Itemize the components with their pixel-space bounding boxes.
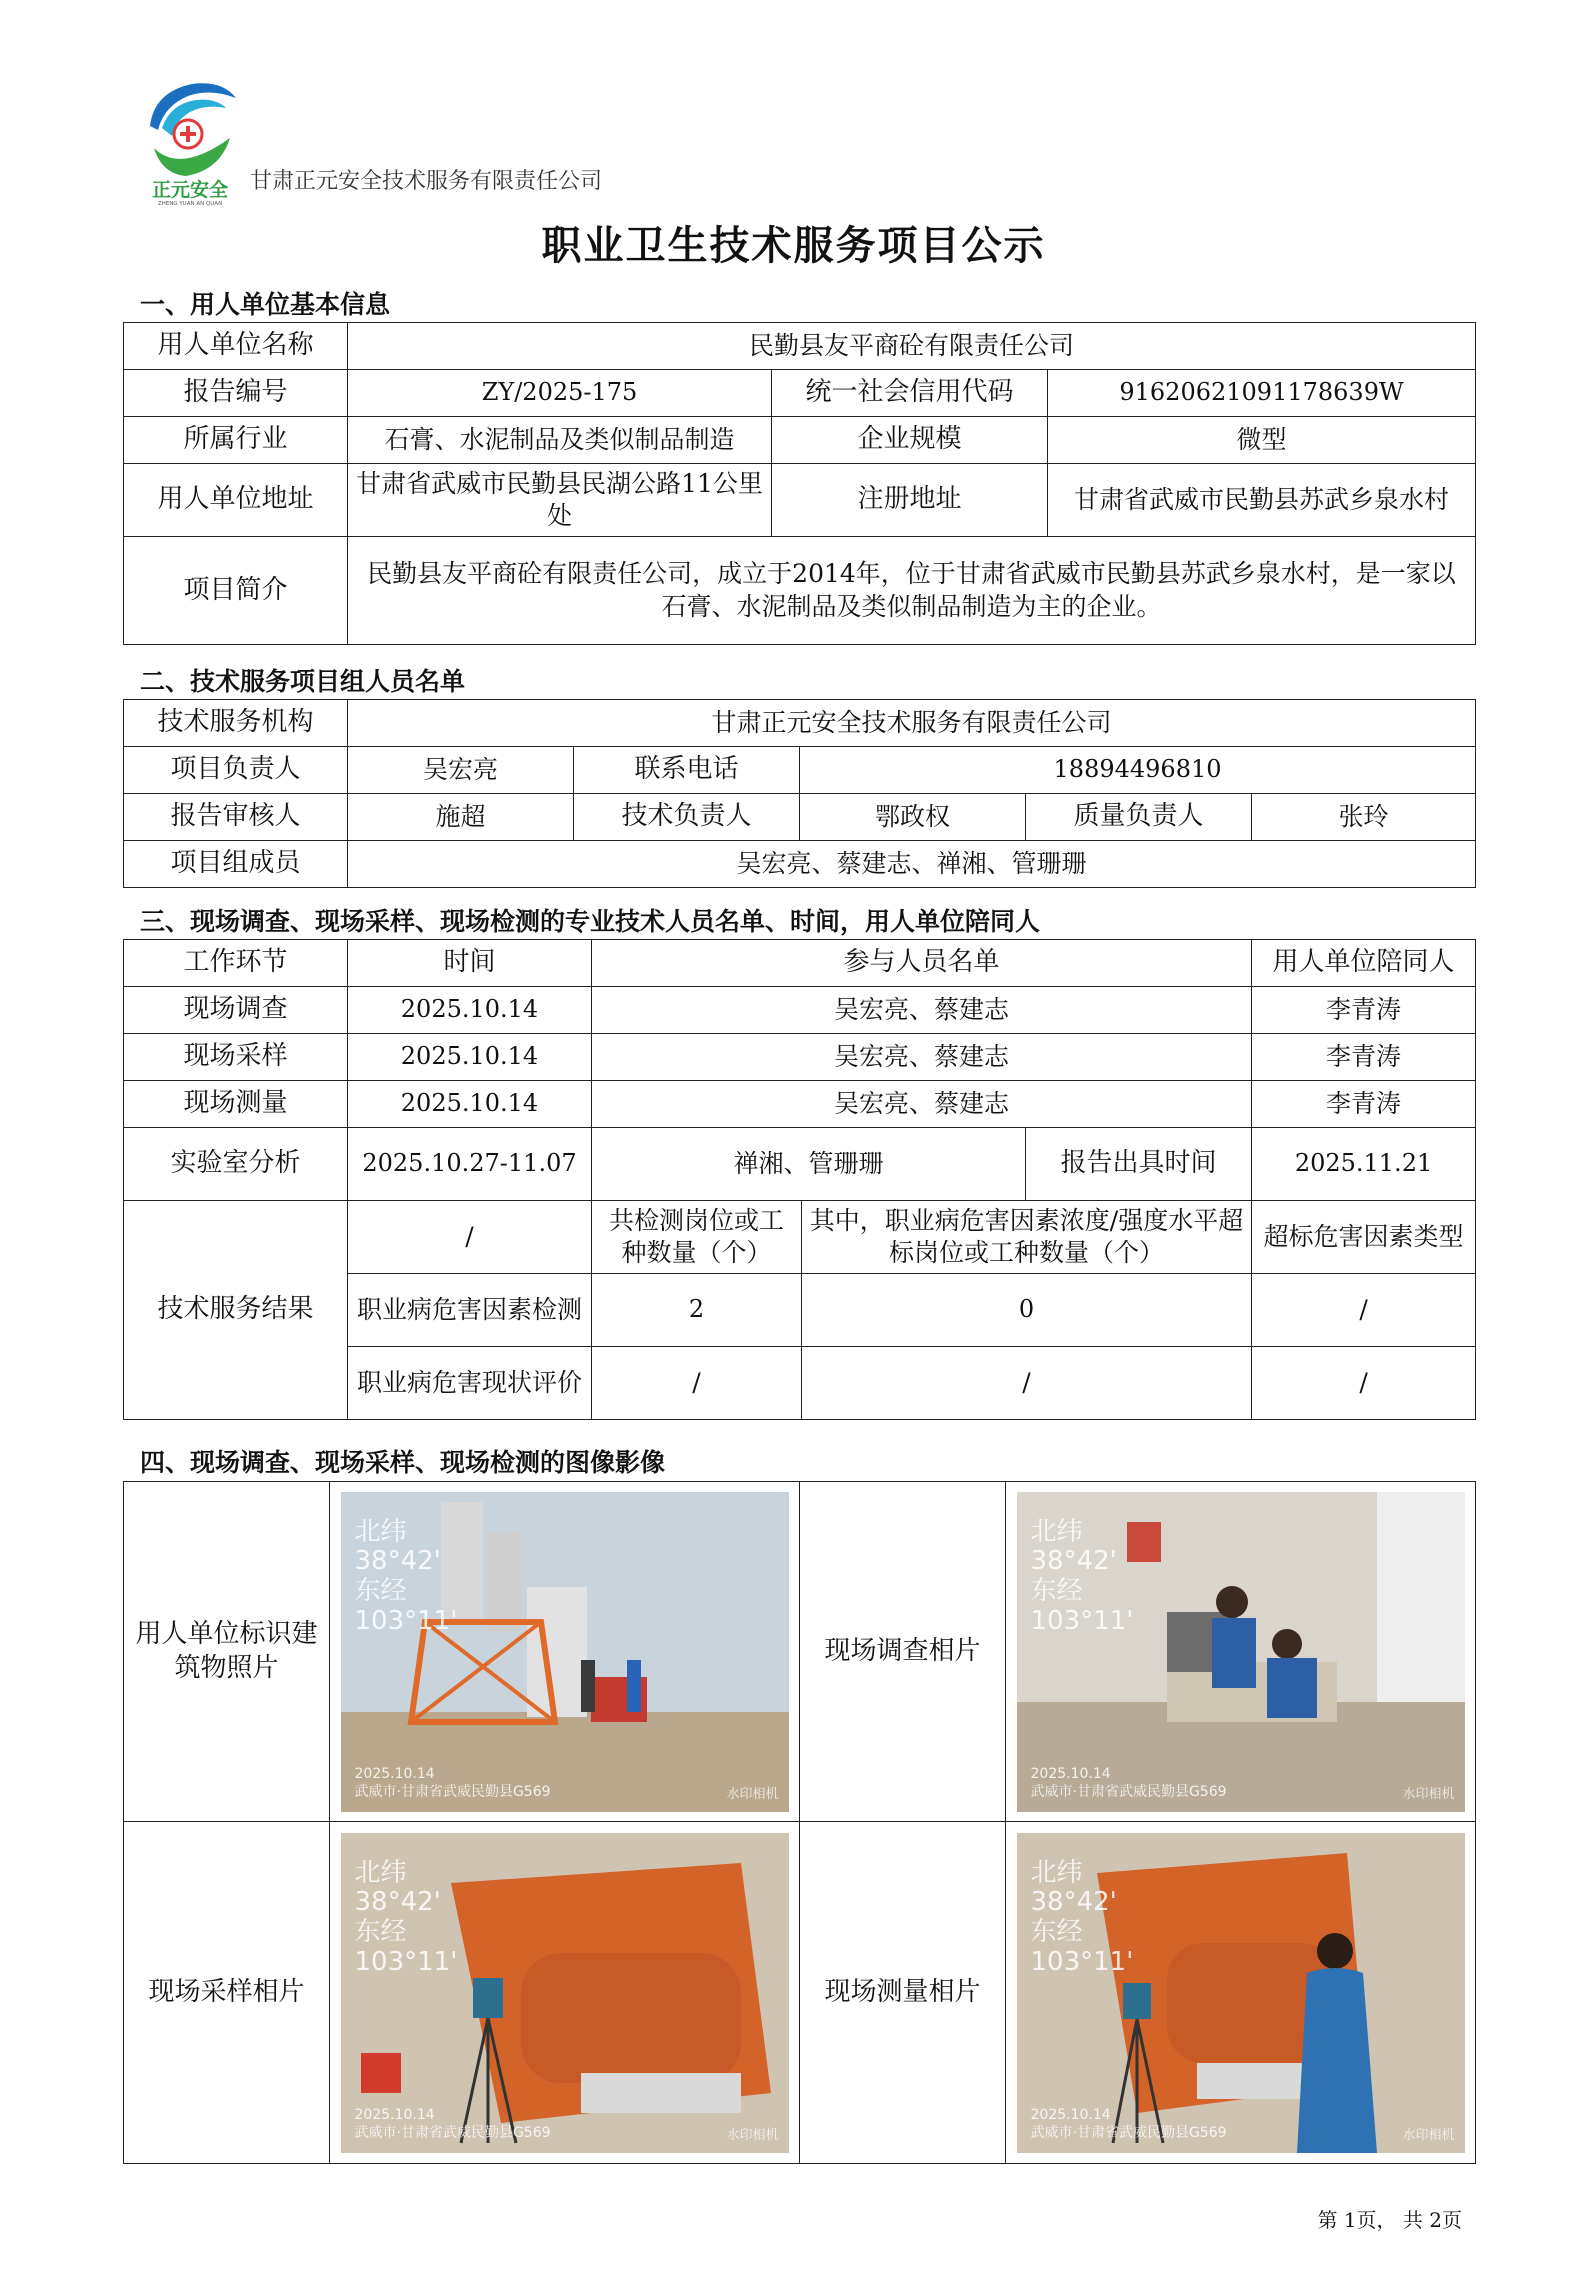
lat-label: 北纬 (1030, 1857, 1083, 1888)
photo-table (123, 1481, 1476, 2164)
watermark: 水印相机 (1402, 2127, 1455, 2143)
result-type: / (1252, 1274, 1476, 1347)
scale-label: 企业规模 (772, 417, 1048, 464)
lon-value: 103°11' (354, 1947, 458, 1978)
industry-label: 所属行业 (124, 417, 348, 464)
lon-value: 103°11' (1030, 1947, 1134, 1978)
lat-label: 北纬 (354, 1516, 407, 1547)
project-intro: 民勤县友平商砼有限责任公司，成立于2014年，位于甘肃省武威市民勤县苏武乡泉水村，是一家以石膏、水泥制品及类似制品制造为主的企业。 (348, 537, 1476, 645)
lat-value: 38°42' (1030, 1546, 1117, 1577)
section3-title: 三、现场调查、现场采样、现场检测的专业技术人员名单、时间，用人单位陪同人 (140, 907, 1041, 936)
fieldwork-table (123, 939, 1476, 1420)
company-logo (140, 78, 240, 206)
stamp-place: 武威市·甘肃省武威民勤县G569 (354, 1784, 551, 1801)
project-leader: 吴宏亮 (348, 747, 574, 794)
industry: 石膏、水泥制品及类似制品制造 (348, 417, 772, 464)
result-head-item: / (348, 1201, 592, 1274)
stage: 现场测量 (124, 1081, 348, 1128)
people: 吴宏亮、蔡建志 (592, 1081, 1252, 1128)
people: 吴宏亮、蔡建志 (592, 987, 1252, 1034)
unit-name: 民勤县友平商砼有限责任公司 (348, 323, 1476, 370)
result-head-count: 共检测岗位或工种数量（个） (592, 1201, 802, 1274)
scale: 微型 (1048, 417, 1476, 464)
section4-title: 四、现场调查、现场采样、现场检测的图像影像 (140, 1448, 666, 1477)
page-number: 第 1页， 共 2页 (1317, 2208, 1462, 2232)
tech-lead: 鄂政权 (800, 794, 1026, 841)
lat-value: 38°42' (1030, 1887, 1117, 1918)
lat-value: 38°42' (354, 1887, 441, 1918)
result-exceed: 0 (802, 1274, 1252, 1347)
header-escort: 用人单位陪同人 (1252, 940, 1476, 987)
watermark: 水印相机 (726, 2127, 779, 2143)
credit-code-label: 统一社会信用代码 (772, 370, 1048, 417)
lat-label: 北纬 (354, 1857, 407, 1888)
svg-text:正元安全: 正元安全 (151, 179, 229, 201)
org-label: 技术服务机构 (124, 700, 348, 747)
quality-lead: 张玲 (1252, 794, 1476, 841)
lat-label: 北纬 (1030, 1516, 1083, 1547)
stage: 现场采样 (124, 1034, 348, 1081)
header-time: 时间 (348, 940, 592, 987)
result-exceed: / (802, 1347, 1252, 1420)
stamp-place: 武威市·甘肃省武威民勤县G569 (1030, 1784, 1227, 1801)
page-header (140, 78, 940, 208)
sampling-photo (341, 1833, 789, 2153)
contact-phone: 18894496810 (800, 747, 1476, 794)
time: 2025.10.14 (348, 1034, 592, 1081)
address-label: 用人单位地址 (124, 464, 348, 537)
building-photo (341, 1492, 789, 1812)
section1-title: 一、用人单位基本信息 (140, 290, 391, 319)
page-title: 职业卫生技术服务项目公示 (541, 222, 1046, 269)
result-count: / (592, 1347, 802, 1420)
survey-photo (1017, 1492, 1465, 1812)
time: 2025.10.14 (348, 987, 592, 1034)
reviewer: 施超 (348, 794, 574, 841)
address: 甘肃省武威市民勤县民湖公路11公里处 (348, 464, 772, 537)
quality-lead-label: 质量负责人 (1026, 794, 1252, 841)
result-head-type: 超标危害因素类型 (1252, 1201, 1476, 1274)
report-time-label: 报告出具时间 (1026, 1128, 1252, 1201)
watermark: 水印相机 (1402, 1786, 1455, 1802)
phone-label: 联系电话 (574, 747, 800, 794)
reg-address-label: 注册地址 (772, 464, 1048, 537)
members-label: 项目组成员 (124, 841, 348, 888)
stamp-place: 武威市·甘肃省武威民勤县G569 (354, 2125, 551, 2142)
leader-label: 项目负责人 (124, 747, 348, 794)
header-stage: 工作环节 (124, 940, 348, 987)
result-item: 职业病危害因素检测 (348, 1274, 592, 1347)
basic-info-table (123, 322, 1476, 645)
reg-address: 甘肃省武威市民勤县苏武乡泉水村 (1048, 464, 1476, 537)
photo2-label: 现场调查相片 (800, 1482, 1006, 1822)
reviewer-label: 报告审核人 (124, 794, 348, 841)
time: 2025.10.14 (348, 1081, 592, 1128)
lon-label: 东经 (1030, 1917, 1083, 1948)
lab-label: 实验室分析 (124, 1128, 348, 1201)
stamp-date: 2025.10.14 (1030, 2107, 1111, 2124)
svg-text:ZHENG YUAN AN QUAN: ZHENG YUAN AN QUAN (157, 201, 223, 206)
escort: 李青涛 (1252, 1081, 1476, 1128)
lon-value: 103°11' (354, 1606, 458, 1637)
result-head-exceed: 其中，职业病危害因素浓度/强度水平超标岗位或工种数量（个） (802, 1201, 1252, 1274)
lon-label: 东经 (1030, 1576, 1083, 1607)
credit-code: 91620621091178639W (1048, 370, 1476, 417)
lat-value: 38°42' (354, 1546, 441, 1577)
escort: 李青涛 (1252, 987, 1476, 1034)
section2-title: 二、技术服务项目组人员名单 (140, 667, 466, 696)
report-no-label: 报告编号 (124, 370, 348, 417)
people: 吴宏亮、蔡建志 (592, 1034, 1252, 1081)
escort: 李青涛 (1252, 1034, 1476, 1081)
measurement-photo (1017, 1833, 1465, 2153)
stage: 现场调查 (124, 987, 348, 1034)
report-time: 2025.11.21 (1252, 1128, 1476, 1201)
service-org: 甘肃正元安全技术服务有限责任公司 (348, 700, 1476, 747)
result-label: 技术服务结果 (124, 1201, 348, 1420)
stamp-date: 2025.10.14 (1030, 1766, 1111, 1783)
stamp-date: 2025.10.14 (354, 2107, 435, 2124)
tech-lead-label: 技术负责人 (574, 794, 800, 841)
photo4-label: 现场测量相片 (800, 1822, 1006, 2164)
stamp-date: 2025.10.14 (354, 1766, 435, 1783)
lon-label: 东经 (354, 1576, 407, 1607)
photo1-label: 用人单位标识建筑物照片 (124, 1482, 330, 1822)
team-table (123, 699, 1476, 888)
watermark: 水印相机 (726, 1786, 779, 1802)
company-name: 甘肃正元安全技术服务有限责任公司 (250, 169, 603, 194)
lab-time: 2025.10.27-11.07 (348, 1128, 592, 1201)
unit-name-label: 用人单位名称 (124, 323, 348, 370)
result-type: / (1252, 1347, 1476, 1420)
header-people: 参与人员名单 (592, 940, 1252, 987)
table-row (124, 987, 1476, 1034)
lab-people: 禅湘、管珊珊 (592, 1128, 1026, 1201)
team-members: 吴宏亮、蔡建志、禅湘、管珊珊 (348, 841, 1476, 888)
table-row (124, 1034, 1476, 1081)
photo3-label: 现场采样相片 (124, 1822, 330, 2164)
result-count: 2 (592, 1274, 802, 1347)
report-no: ZY/2025-175 (348, 370, 772, 417)
result-item: 职业病危害现状评价 (348, 1347, 592, 1420)
table-row (124, 1081, 1476, 1128)
lon-value: 103°11' (1030, 1606, 1134, 1637)
stamp-place: 武威市·甘肃省武威民勤县G569 (1030, 2125, 1227, 2142)
intro-label: 项目简介 (124, 537, 348, 645)
lon-label: 东经 (354, 1917, 407, 1948)
